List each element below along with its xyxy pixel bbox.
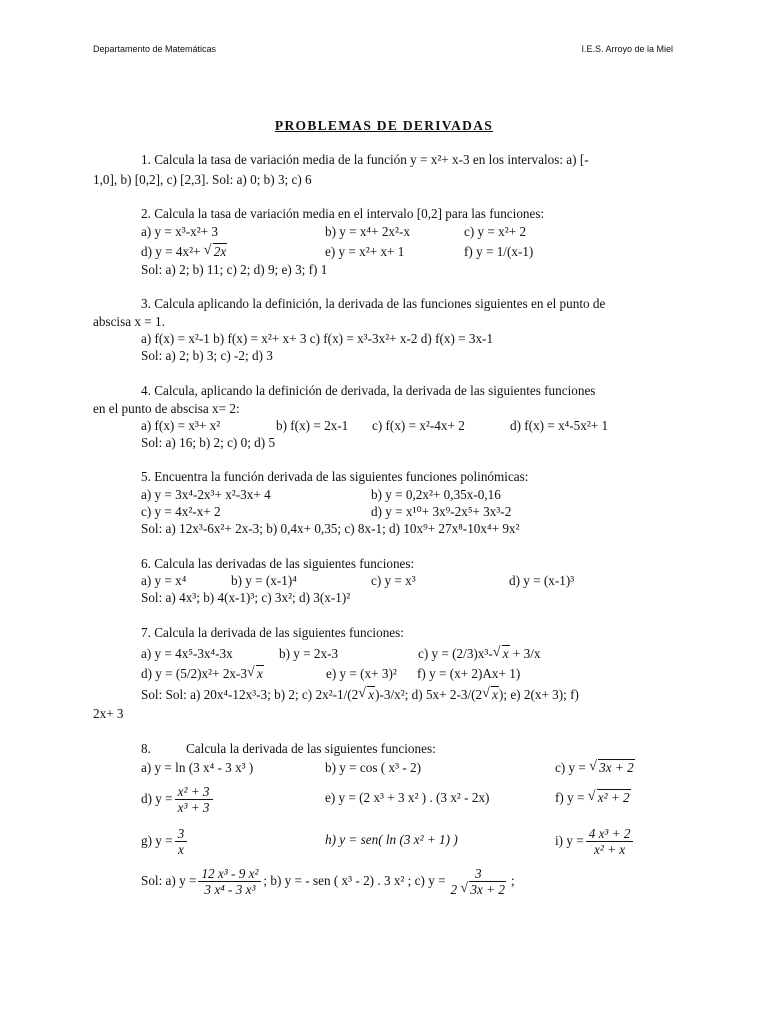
header-department: Departamento de Matemáticas (93, 44, 217, 54)
p4-b: b) f(x) = 2x-1 (276, 418, 349, 433)
p8-sol-c-radicand: 3x + 2 (470, 881, 505, 897)
p8-g-text: g) y = (141, 833, 173, 848)
p7-sol-b: )-3/x²; d) 5x+ 2-3/(2 (375, 687, 483, 702)
p8-sol-b-text: ; b) y = - sen ( x³ - 2) . 3 x² ; c) y = (263, 873, 446, 888)
p8-i-numerator: 4 x³ + 2 (586, 826, 634, 842)
p8-c (555, 760, 635, 776)
p7-c (418, 646, 541, 662)
p8-sol-c-den-text: 2 (450, 881, 461, 897)
p8-g-numerator: 3 (175, 826, 188, 842)
sqrt-icon (358, 687, 375, 703)
p4-line2: en el punto de abscisa x= 2: (93, 401, 240, 416)
p7-f: f) y = (x+ 2)Ax+ 1) (417, 666, 521, 681)
p6-c: c) y = x³ (371, 573, 416, 588)
p2-e: e) y = x²+ x+ 1 (325, 244, 405, 259)
p7-sol-a: Sol: Sol: a) 20x⁴-12x³-3; b) 2; c) 2x²-1/(2 (141, 687, 359, 702)
p8-d (141, 781, 215, 817)
p3-line1: 3. Calcula aplicando la definición, la derivada de las funciones siguientes en el punto de (141, 296, 606, 311)
p2-d-text: d) y = 4x²+ (141, 244, 204, 259)
sqrt-icon (460, 882, 506, 897)
p7-d (141, 666, 264, 682)
p4-line1: 4. Calcula, aplicando la definición de derivada, la derivada de las siguientes funciones (141, 383, 596, 398)
p8-g (141, 823, 189, 859)
p7-intro: 7. Calcula la derivada de las siguientes funciones: (141, 625, 404, 640)
p8-f-radicand: x² + 2 (597, 790, 630, 805)
p8-d-fraction (175, 784, 213, 815)
p8-sol-c-numerator: 3 (472, 866, 485, 882)
p1-line1: 1. Calcula la tasa de variación media de la función y = x²+ x-3 en los intervalos: a) [- (141, 152, 589, 167)
p8-c-radicand: 3x + 2 (599, 760, 634, 775)
sqrt-icon (204, 244, 227, 260)
p8-number: 8. (141, 741, 151, 756)
p7-sol (141, 687, 579, 703)
p8-h: h) y = sen( ln (3 x² + 1) ) (325, 832, 458, 847)
p8-sol-a-denominator: 3 x⁴ - 3 x³ (204, 881, 256, 897)
p6-a: a) y = x⁴ (141, 573, 187, 588)
p8-sol-a-fraction (198, 866, 261, 897)
p4-c: c) f(x) = x²-4x+ 2 (372, 418, 465, 433)
p7-d-radicand: x (257, 666, 263, 681)
p2-d-radicand: 2x (213, 244, 227, 259)
p1-line2: 1,0], b) [0,2], c) [2,3]. Sol: a) 0; b) 3; c) 6 (93, 172, 312, 187)
p8-e: e) y = (2 x³ + 3 x² ) . (3 x² - 2x) (325, 790, 490, 805)
p7-sol-radicand1: x (368, 687, 375, 702)
p8-g-fraction (175, 826, 188, 857)
p2-intro: 2. Calcula la tasa de variación media en el intervalo [0,2] para las funciones: (141, 206, 545, 221)
p2-d (141, 244, 227, 260)
p8-a: a) y = ln (3 x⁴ - 3 x³ ) (141, 760, 254, 775)
p8-i-denominator: x² + x (594, 841, 626, 857)
p2-c: c) y = x²+ 2 (464, 224, 527, 239)
p4-a: a) f(x) = x³+ x² (141, 418, 221, 433)
p3-sol: Sol: a) 2; b) 3; c) -2; d) 3 (141, 348, 273, 363)
p8-i (555, 823, 635, 859)
p6-intro: 6. Calcula las derivadas de las siguientes funciones: (141, 556, 415, 571)
p8-d-numerator: x² + 3 (175, 784, 213, 800)
header-school: I.E.S. Arroyo de la Miel (581, 44, 673, 54)
p8-intro: Calcula la derivada de las siguientes funciones: (186, 741, 436, 756)
p6-b: b) y = (x-1)⁴ (231, 573, 297, 588)
p7-c-text: c) y = (2/3)x³- (418, 646, 493, 661)
p5-d: d) y = x¹⁰+ 3x⁹-2x⁵+ 3x³-2 (371, 504, 512, 519)
p5-c: c) y = 4x²-x+ 2 (141, 504, 221, 519)
page-title (0, 118, 768, 134)
p8-sol-end: ; (510, 873, 515, 888)
p5-sol: Sol: a) 12x³-6x²+ 2x-3; b) 0,4x+ 0,35; c) 8x-1; d) 10x⁹+ 27x⁸-10x⁴+ 9x² (141, 521, 520, 536)
sqrt-icon (493, 646, 510, 662)
p8-i-text: i) y = (555, 833, 584, 848)
p8-b: b) y = cos ( x³ - 2) (325, 760, 421, 775)
p7-a: a) y = 4x⁵-3x⁴-3x (141, 646, 233, 661)
p7-d-text: d) y = (5/2)x²+ 2x-3 (141, 666, 247, 681)
sqrt-icon (247, 666, 264, 682)
p2-sol: Sol: a) 2; b) 11; c) 2; d) 9; e) 3; f) 1 (141, 262, 328, 277)
p7-e: e) y = (x+ 3)² (326, 666, 397, 681)
p7-sol-radicand2: x (492, 687, 498, 702)
title-text: PROBLEMAS DE DERIVADAS (274, 118, 494, 133)
p8-f (555, 790, 631, 806)
p7-b: b) y = 2x-3 (279, 646, 339, 661)
p8-f-text: f) y = (555, 790, 588, 805)
sqrt-icon (589, 760, 635, 776)
p2-a: a) y = x³-x²+ 3 (141, 224, 218, 239)
p6-sol: Sol: a) 4x³; b) 4(x-1)³; c) 3x²; d) 3(x-1)² (141, 590, 351, 605)
p8-i-fraction (586, 826, 634, 857)
sqrt-icon (588, 790, 631, 806)
p8-g-denominator: x (177, 841, 184, 857)
p2-b: b) y = x⁴+ 2x²-x (325, 224, 410, 239)
p7-c-end: + 3/x (509, 646, 541, 661)
p7-sol-line2: 2x+ 3 (93, 706, 124, 721)
p8-c-text: c) y = (555, 760, 590, 775)
p2-f: f) y = 1/(x-1) (464, 244, 534, 259)
p8-d-denominator: x³ + 3 (177, 799, 210, 815)
p8-sol-c-fraction (448, 866, 509, 897)
p8-sol-c-denominator (448, 882, 509, 897)
p8-sol-a-text: Sol: a) y = (141, 873, 197, 888)
p8-sol (141, 863, 515, 899)
p3-line2: abscisa x = 1. (93, 314, 165, 329)
p4-d: d) f(x) = x⁴-5x²+ 1 (510, 418, 609, 433)
p8-d-text: d) y = (141, 791, 173, 806)
p5-intro: 5. Encuentra la función derivada de las siguientes funciones polinómicas: (141, 469, 529, 484)
p7-c-radicand: x (502, 646, 509, 661)
sqrt-icon (482, 687, 499, 703)
p7-sol-c: ); e) 2(x+ 3); f) (498, 687, 579, 702)
p3-funcs: a) f(x) = x²-1 b) f(x) = x²+ x+ 3 c) f(x) = x³-3x²+ x-2 d) f(x) = 3x-1 (141, 331, 494, 346)
p6-d: d) y = (x-1)³ (509, 573, 575, 588)
p8-sol-a-numerator: 12 x³ - 9 x² (198, 866, 261, 882)
p5-b: b) y = 0,2x²+ 0,35x-0,16 (371, 487, 501, 502)
p4-sol: Sol: a) 16; b) 2; c) 0; d) 5 (141, 435, 276, 450)
p5-a: a) y = 3x⁴-2x³+ x²-3x+ 4 (141, 487, 271, 502)
